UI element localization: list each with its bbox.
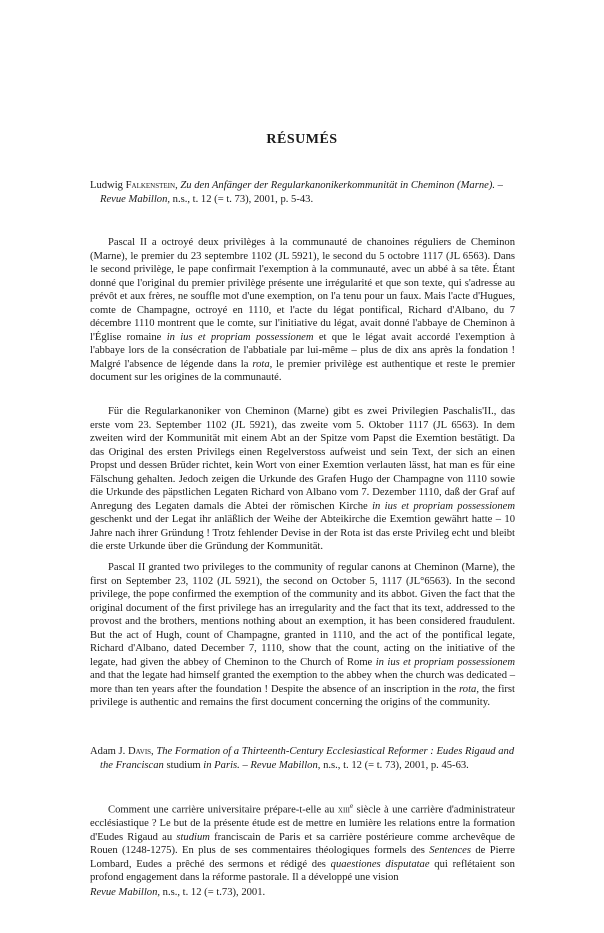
abstract-french-1: Pascal II a octroyé deux privilèges à la communauté de chanoines réguliers de Cheminon (Marne), le premier du 23 septembre 1102 (JL 5921), le second du 5 octobre 1117 (JL 6563). Dans le second privilège, le pape confirmait l'exemption à la communauté, avec un abbé à sa tête. Étant donné que l'original du premier privilège présente une irrégularité et que son texte, qui s'adresse au prévôt et aux frères, ne souffle mot d'une exemption, on l'a tenu pour un faux. Mais l'acte d'Hugues, comte de Champagne, octroyé en 1110, et l'acte du légat pontifical, Richard d'Albano, du 7 décembre 1110 montrent que le comte, sur l'initiative du légat, avait donné l'abbaye de Cheminon à l'Église romaine in ius et propriam possessionem et que le légat avait accordé l'exemption à l'abbaye lors de la consécration de l'abbatiale par lui-même – plus de dix ans après la fondation ! Malgré l'absence de légende dans la rota, le premier privilège est authentique et reste le premier document sur les origines de la communauté. (90, 237, 516, 384)
article-title: The Formation of a Thirteenth-Century Ecclesiastical Reformer : Eudes Rigaud and the Franciscan (100, 746, 515, 771)
journal-name: – Revue Mabillon, (242, 759, 321, 771)
citation-details: n.s., t. 12 (= t. 73), 2001, p. 5-43. (172, 193, 314, 205)
article-title: Zu den Anfänger der Regularkanonikerkommunität in Cheminon (Marne). (180, 180, 496, 191)
citation-davis: Adam J. Davis, The Formation of a Thirteenth-Century Ecclesiastical Reformer : Eudes Rigaud and the Franciscan studium in Paris. – Revue Mabillon, n.s., t. 12 (= t. 73), 2001, p. 45-63. (90, 746, 515, 771)
abstract-french-2: Comment une carrière universitaire prépare-t-elle au xiii$^e$ siècle à une carrière d'administrateur ecclésiastique ? Le but de la présente étude est de mettre en lumière les relations entre la formation d'Eudes Rigaud au studium franciscain de Paris et sa carrière postérieure comme archevêque de Rouen (1248-1275). En plus de ses commentaires théologiques formels des Sentences de Pierre Lombard, Eudes a prêché des sermons et rédigé des quaestiones disputatae qui reflétaient son profond engagement dans la réforme pastorale. Il a développé une vision (90, 802, 516, 884)
citation-falkenstein: Ludwig Falkenstein, Zu den Anfänger der Regularkanonikerkommunität in Cheminon (Marne). – Revue Mabillon, n.s., t. 12 (= t. 73), 2001, p. 5-43. (90, 180, 503, 205)
author-first: Ludwig (90, 180, 123, 191)
page-footer (90, 887, 265, 898)
author-last: Falkenstein (125, 180, 176, 191)
abstract-german-1: Für die Regularkanoniker von Cheminon (Marne) gibt es zwei Privilegien Paschalis'II., das erste vom 23. September 1102 (JL 5921), das zweite vom 5. Oktober 1117 (JL 6563). In dem zweiten wird der Kommunität mit einem Abt an der Spitze vom Papst die Exemtion bestätigt. Da das Original des ersten Privilegs einen Regelverstoss aufweist und sein Text, der sich an einen Propst und dessen Brüder richtet, kein Wort von einer Exemtion verlauten lässt, hat man es für eine Fälschung gehalten. Jedoch zeigen die Urkunde des Grafen Hugo der Champagne von 1110 sowie die Urkunde des päpstlichen Legaten Richard von Albano vom 7. Dezember 1110, daß der Graf auf Anregung des Legaten damals die Abtei der römischen Kirche in ius et propriam possessionem geschenkt und der Legat ihr anläßlich der Weihe der Abteikirche die Exemtion gewährt hatte – 10 Jahre nach ihrer Gründung ! Trotz fehlender Devise in der Rota ist das erste Privileg echt und bleibt die erste Urkunde über die Gründung der Kommunität. (90, 406, 515, 553)
page-title: RÉSUMÉS (266, 132, 338, 147)
journal-name: Revue Mabillon, (100, 193, 171, 205)
footer-journal: Revue Mabillon, (90, 887, 161, 898)
author-last: Davis, (127, 746, 154, 757)
citation-details: n.s., t. 12 (= t. 73), 2001, p. 45-63. (323, 759, 469, 771)
abstract-english-1: Pascal II granted two privileges to the community of regular canons at Cheminon (Marne), the first on September 23, 1102 (JL 5921), the second on October 5, 1117 (JL°6563). In the second privilege, the pope confirmed the exemption of the community and its abbot. Given the fact that the original document of the first privilege has an irregularity and the fact that its text, addressed to the provost and the brothers, mentions nothing about an exemption, it has been considered fraudulent. But the act of Hugh, count of Champagne, granted in 1110, and the act of the pontifical legate, Richard d'Albano, dated December 7, 1110, show that the count, acting on the initiative of the legate, had given the abbey of Cheminon to the Church of Rome in ius et propriam possessionem and that the legate had himself granted the exemption to the abbey when the church was dedicated – more than ten years after the foundation ! Despite the absence of an inscription in the rota, the first privilege is authentic and remains the first document concerning the origins of the community. (90, 562, 516, 709)
footer-details: n.s., t. 12 (= t.73), 2001. (162, 887, 266, 898)
